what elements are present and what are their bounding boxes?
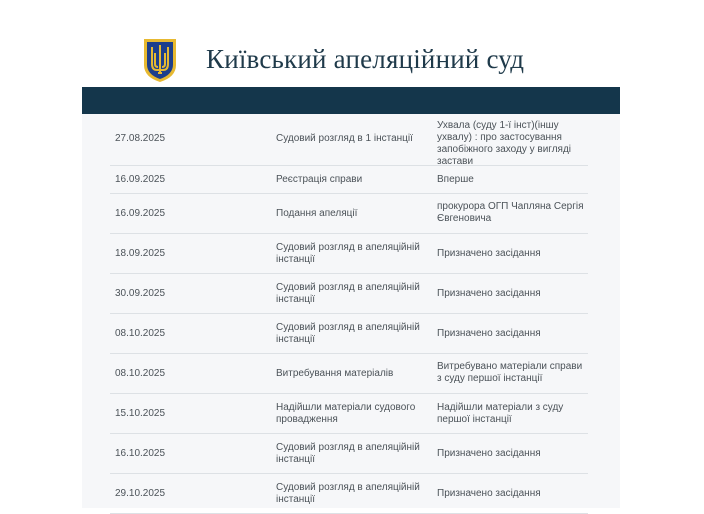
- row-date: 30.09.2025: [115, 288, 166, 299]
- court-title[interactable]: Київський апеляційний суд: [206, 44, 525, 74]
- row-result: Призначено засідання: [437, 448, 541, 459]
- row-date: 15.10.2025: [115, 408, 166, 419]
- row-date: 29.10.2025: [115, 488, 166, 499]
- row-date: 16.09.2025: [115, 208, 166, 219]
- row-stage: Судовий розгляд в апеляційній інстанції: [276, 322, 420, 345]
- table-row: [110, 394, 588, 434]
- row-stage: Судовий розгляд в апеляційній інстанції: [276, 242, 420, 265]
- table-row: [110, 434, 588, 474]
- table-row: [110, 166, 588, 194]
- case-history-table: [110, 114, 588, 514]
- table-row: [110, 314, 588, 354]
- row-stage: Витребування матеріалів: [276, 368, 394, 379]
- row-result: Витребувано матеріали справи з суду першої інстанції: [437, 361, 583, 384]
- table-row: [110, 354, 588, 394]
- row-stage: Судовий розгляд в 1 інстанції: [276, 133, 413, 144]
- row-date: 08.10.2025: [115, 328, 166, 339]
- row-date: 16.10.2025: [115, 448, 166, 459]
- row-date: 16.09.2025: [115, 174, 166, 185]
- row-result: Вперше: [437, 174, 474, 185]
- row-stage: Надійшли матеріали судового провадження: [276, 402, 416, 425]
- row-result: Призначено засідання: [437, 328, 541, 339]
- row-date: 18.09.2025: [115, 248, 166, 259]
- row-stage: Судовий розгляд в апеляційній інстанції: [276, 282, 420, 305]
- ukraine-trident-coat-of-arms-icon[interactable]: [142, 37, 178, 83]
- row-result: Призначено засідання: [437, 288, 541, 299]
- table-row: [110, 274, 588, 314]
- row-result: Призначено засідання: [437, 488, 541, 499]
- row-result: прокурора ОГП Чапляна Сергія Євгеновича: [437, 201, 584, 224]
- row-date: 08.10.2025: [115, 368, 166, 379]
- row-stage: Судовий розгляд в апеляційній інстанції: [276, 482, 420, 505]
- row-result: Ухвала (суду 1-ї інст)(іншу ухвалу) : про застосування запобіжного заходу у вигляді застави: [437, 120, 572, 167]
- row-result: Надійшли матеріали з суду першої інстанції: [437, 402, 564, 425]
- row-stage: Подання апеляції: [276, 208, 358, 219]
- table-row: [110, 114, 588, 166]
- table-row: [110, 234, 588, 274]
- row-result: Призначено засідання: [437, 248, 541, 259]
- row-stage: Реєстрація справи: [276, 174, 363, 185]
- table-row: [110, 474, 588, 514]
- row-date: 27.08.2025: [115, 133, 166, 144]
- row-stage: Судовий розгляд в апеляційній інстанції: [276, 442, 420, 465]
- table-row: [110, 194, 588, 234]
- main-navbar: [82, 87, 620, 114]
